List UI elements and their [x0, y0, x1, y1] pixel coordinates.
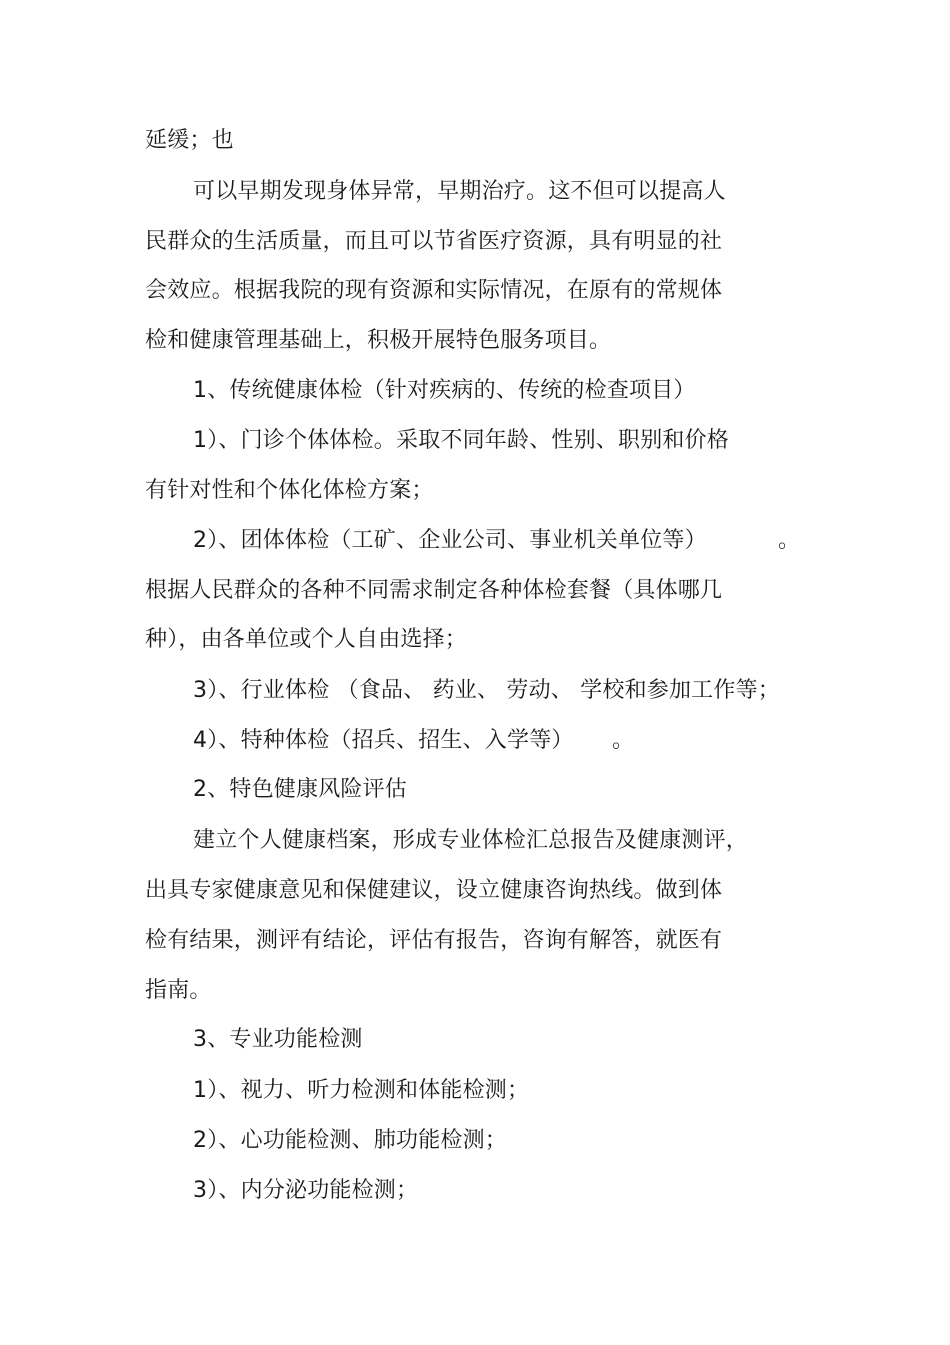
text-line: 1）、视力、听力检测和体能检测； [193, 1078, 530, 1103]
section-heading: 3、专业功能检测 [193, 1027, 363, 1052]
text-line: 检有结果，测评有结论，评估有报告，咨询有解答，就医有 [145, 928, 723, 953]
text-line: 建立个人健康档案，形成专业体检汇总报告及健康测评， [193, 828, 749, 853]
text-line: 2）、心功能检测、肺功能检测； [193, 1128, 507, 1153]
text-line: 检和健康管理基础上，积极开展特色服务项目。 [145, 328, 612, 353]
text-line: 3）、行业体检 （食品、 药业、 劳动、 学校和参加工作等； [193, 678, 780, 703]
text-line: 会效应。根据我院的现有资源和实际情况，在原有的常规体 [145, 278, 723, 303]
trailing-period: 。 [778, 528, 801, 553]
trailing-period: 。 [612, 728, 635, 753]
text-line: 根据人民群众的各种不同需求制定各种体检套餐（具体哪几 [145, 578, 723, 603]
text-line: 3）、内分泌功能检测； [193, 1178, 419, 1203]
section-heading: 2、特色健康风险评估 [193, 777, 407, 802]
text-line: 出具专家健康意见和保健建议，设立健康咨询热线。做到体 [145, 878, 723, 903]
text-line: 可以早期发现身体异常，早期治疗。这不但可以提高人 [193, 179, 726, 204]
text-line: 有针对性和个体化体检方案； [145, 478, 434, 503]
text-line: 民群众的生活质量，而且可以节省医疗资源，具有明显的社 [145, 229, 723, 254]
text-line: 4）、特种体检（招兵、招生、入学等） [193, 728, 574, 753]
section-heading: 1、传统健康体检（针对疾病的、传统的检查项目） [193, 378, 696, 403]
text-line: 1）、门诊个体体检。采取不同年龄、性别、职别和价格 [193, 428, 729, 453]
text-line: 指南。 [145, 978, 212, 1003]
text-line: 延缓；也 [145, 128, 234, 153]
text-line: 2）、团体体检（工矿、企业公司、事业机关单位等） [193, 528, 707, 553]
text-line: 种），由各单位或个人自由选择； [145, 627, 468, 652]
